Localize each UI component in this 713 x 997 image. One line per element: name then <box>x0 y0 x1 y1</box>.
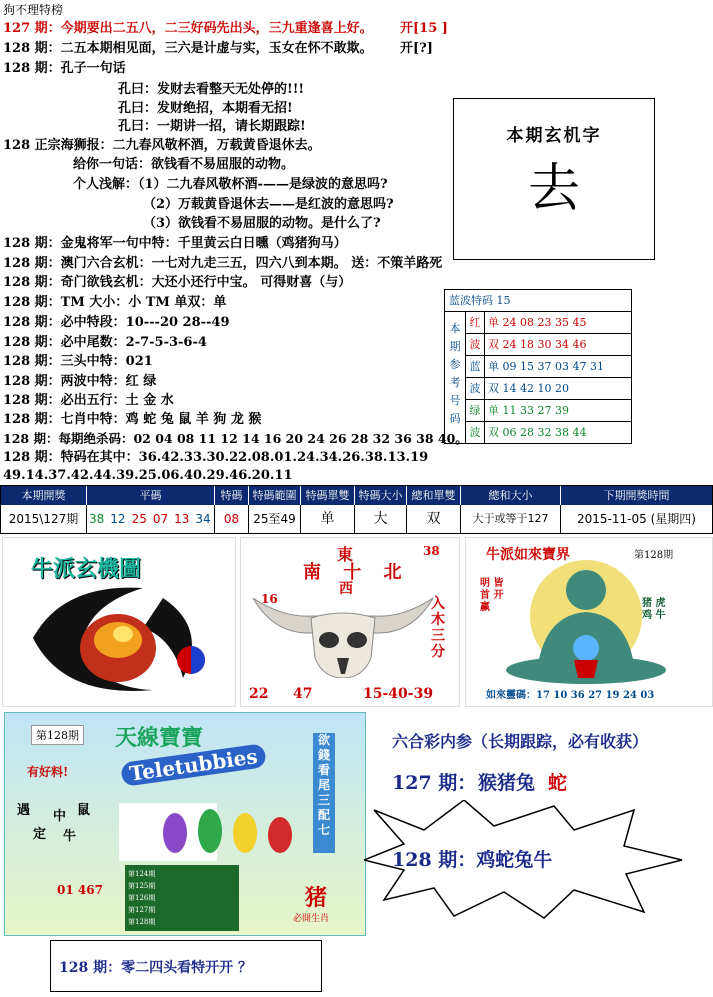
wave-row-numbers: 单 09 15 37 03 47 31 <box>488 360 604 373</box>
panel-buddha <box>465 537 713 707</box>
wave-row <box>466 334 631 356</box>
key-line-12: 128 期：特码在其中：36.42.33.30.22.08.01.24.34.26.38.13.19 <box>3 450 429 465</box>
key-line-13: 49.14.37.42.44.39.25.06.40.29.46.20.11 <box>3 468 293 483</box>
tele-char-1: 遇 <box>17 803 31 818</box>
panel-3-bottom-code: 如來靈碼：17 10 36 27 19 24 03 <box>486 690 655 701</box>
results-next-time: 2015-11-05 (星期四) <box>577 512 696 526</box>
wave-row-numbers: 双 24 18 30 34 46 <box>488 338 587 351</box>
mystery-char-box <box>453 98 655 260</box>
tele-tag: 有好料! <box>27 765 69 779</box>
result-ball: 12 <box>110 512 126 526</box>
lion-line-4: （2）万载黄昏退休去——是红波的意思吗? <box>143 197 394 212</box>
panel-3-right-text: 猪 虎 鸡 牛 <box>642 598 666 621</box>
wave-side-char: 码 <box>449 412 461 425</box>
wave-table <box>444 289 632 444</box>
tele-brand: Teletubbies <box>120 743 267 787</box>
tele-row: 第127期 <box>128 906 156 914</box>
line-128a-open: 开[?] <box>400 41 433 56</box>
wave-side-char: 期 <box>449 340 461 353</box>
tele-period: 第128期 <box>31 725 84 745</box>
wave-row <box>466 378 631 400</box>
tele-char-2: 中 <box>53 809 67 824</box>
panel-3-left-text: 明 皆 首 开 赢 <box>480 578 504 613</box>
panel-3-title: 牛派如來寶界 <box>486 547 570 563</box>
panel-2-bottom-2: 47 <box>293 686 313 702</box>
key-line-3: 128 期：奇门欲钱玄机：大还小还行中宝。 可得财喜（与） <box>3 275 352 290</box>
panel-2-number-16: 16 <box>261 592 278 606</box>
key-line-1: 128 期：金鬼将军一句中特：千里黄云白日曛（鸡猪狗马） <box>3 236 347 251</box>
wave-row-color: 绿 <box>466 400 485 421</box>
right-127-values: 猴猪兔 <box>478 772 536 794</box>
tele-zodiac-caption: 必開生肖 <box>293 914 330 924</box>
footer-box <box>50 940 322 992</box>
right-127-label: 127 期： <box>392 772 477 794</box>
confucius-line-2: 孔曰：发财绝招，本期看无招! <box>118 101 293 116</box>
result-ball: 34 <box>195 512 211 526</box>
key-line-11: 128 期：每期绝杀码：02 04 08 11 12 14 16 20 24 26 28 32 36 38 40。 <box>3 431 468 446</box>
line-127: 127 期：今期要出二五八，二三好码先出头，三九重逢喜上好。 <box>3 21 373 36</box>
key-line-6: 128 期：必中尾数：2-7-5-3-6-4 <box>3 335 207 350</box>
mystery-char-title: 本期玄机字 <box>506 126 602 146</box>
wave-table-header: 蓝波特码 15 <box>445 290 631 312</box>
results-sum-odd-even: 双 <box>407 505 461 533</box>
wave-side-char: 号 <box>449 394 461 407</box>
wave-row-numbers: 单 24 08 23 35 45 <box>488 316 587 329</box>
results-special: 08 <box>215 505 249 533</box>
result-ball: 07 <box>152 512 169 526</box>
right-127-hit: 蛇 <box>548 772 568 794</box>
results-odd-even: 单 <box>301 505 355 533</box>
confucius-line-1: 孔曰：发财去看整天无处停的!!! <box>118 82 305 97</box>
wave-row-numbers: 单 11 33 27 39 <box>488 404 569 417</box>
key-line-8: 128 期：两波中特：红 绿 <box>3 374 157 389</box>
results-range: 25至49 <box>249 505 301 533</box>
wave-row-color: 波 <box>466 378 485 399</box>
results-sum-big-small: 大于或等于127 <box>461 505 561 533</box>
wave-side-label <box>445 312 466 443</box>
results-period: 2015\127期 <box>1 505 87 533</box>
results-header-sum-big-small: 總和大小 <box>461 486 561 505</box>
results-balls <box>87 505 215 533</box>
tele-right-label: 欲錢看尾三配七 <box>313 733 335 853</box>
line-128a: 128 期：二五本期相见面，三六是计虚与实，玉女在怀不敢欺。 <box>3 41 373 56</box>
wave-row-color: 波 <box>466 422 485 443</box>
tele-row: 第124期 <box>128 870 156 878</box>
skull-image <box>253 578 433 678</box>
lion-line-3: 个人浅解：（1）二九春风敬杯酒-——是绿波的意思吗? <box>73 177 388 192</box>
tele-nums: 01 467 <box>57 883 103 897</box>
wave-side-char: 考 <box>449 376 461 389</box>
mystery-char: 去 <box>527 159 580 219</box>
results-header-big-small: 特碼大小 <box>355 486 407 505</box>
wave-row-color: 波 <box>466 334 485 355</box>
tele-zodiac: 猪 <box>305 885 328 911</box>
page-title: 狗不理特榜 <box>3 3 64 17</box>
wave-row <box>466 422 631 443</box>
wave-row <box>466 312 631 334</box>
wave-side-char: 参 <box>449 358 461 371</box>
footer-text: 128 期：零二四头看特开开 ？ <box>59 960 252 976</box>
panel-skull <box>240 537 460 707</box>
panel-teletubbies <box>4 712 366 936</box>
panel-2-number-38: 38 <box>423 544 440 558</box>
tele-table <box>125 865 239 931</box>
wave-row-color: 蓝 <box>466 356 485 377</box>
results-header-next-time: 下期開獎時間 <box>561 486 712 505</box>
tele-char-4: 鼠 <box>77 803 91 818</box>
panel-3-period: 第128期 <box>634 550 674 561</box>
results-header-range: 特碼範圍 <box>249 486 301 505</box>
line-127-open: 开[15 ] <box>400 21 448 36</box>
key-line-2: 128 期：澳门六合玄机：一七对九走三五，四六八到本期。 送：不策羊路死 <box>3 256 443 271</box>
tele-characters-image <box>155 773 305 861</box>
tele-title: 天線寶寶 <box>115 725 204 751</box>
key-line-7: 128 期：三头中特：021 <box>3 354 153 369</box>
panel-2-west: 西 <box>339 581 353 597</box>
results-header-sum-odd-even: 總和單雙 <box>407 486 461 505</box>
wave-row <box>466 356 631 378</box>
wave-row-numbers: 双 14 42 10 20 <box>488 382 569 395</box>
confucius-line-3: 孔曰：一期讲一招，请长期跟踪! <box>118 119 306 134</box>
results-header-special: 特碼 <box>215 486 249 505</box>
key-line-10: 128 期：七肖中特：鸡 蛇 兔 鼠 羊 狗 龙 猴 <box>3 412 262 427</box>
key-line-5: 128 期：必中特段：10---20 28--49 <box>3 315 230 330</box>
tele-row: 第126期 <box>128 894 156 902</box>
result-ball: 25 <box>131 512 147 526</box>
wave-row-numbers: 双 06 28 32 38 44 <box>488 426 587 439</box>
tele-char-3: 定 <box>33 827 47 842</box>
panel-2-bottom-3: 15-40-39 <box>363 686 434 702</box>
right-title: 六合彩内参（长期跟踪，必有收获） <box>392 732 649 751</box>
tele-char-5: 牛 <box>63 829 77 844</box>
panel-1-title: 牛派玄機圖 <box>31 556 142 582</box>
panel-2-south-north: 南 十 北 <box>303 562 410 583</box>
wave-side-char: 本 <box>449 322 461 335</box>
lion-line-2: 给你一句话：欲钱看不易屈服的动物。 <box>73 157 295 172</box>
tele-row: 第125期 <box>128 882 156 890</box>
panel-mystery-picture <box>2 537 236 707</box>
flame-ball-image <box>23 578 213 700</box>
panel-2-bottom-1: 22 <box>249 686 269 702</box>
results-big-small: 大 <box>355 505 407 533</box>
result-ball: 13 <box>174 512 190 526</box>
result-ball: 38 <box>89 512 105 526</box>
results-table <box>0 485 713 534</box>
buddha-image <box>486 560 686 686</box>
results-header-balls: 平碼 <box>87 486 215 505</box>
key-line-9: 128 期：必出五行：土 金 水 <box>3 393 174 408</box>
panel-2-east: 東 <box>337 545 354 564</box>
results-header-period: 本期開獎 <box>1 486 87 505</box>
wave-row <box>466 400 631 422</box>
lion-line-1: 128 正宗海狮报：二九春风敬杯酒，万载黄昏退休去。 <box>3 138 321 153</box>
key-line-4: 128 期：TM 大小：小 TM 单双：单 <box>3 295 227 310</box>
tele-row: 第128期 <box>128 918 156 926</box>
lion-line-5: （3）欲钱看不易屈服的动物。是什么了? <box>143 216 381 231</box>
confucius-title: 128 期：孔子一句话 <box>3 61 126 76</box>
wave-row-color: 红 <box>466 312 485 333</box>
panel-2-side-text: 入木三分 <box>431 596 445 660</box>
right-128: 128 期：鸡蛇兔牛 <box>392 849 553 871</box>
results-header-odd-even: 特碼單雙 <box>301 486 355 505</box>
